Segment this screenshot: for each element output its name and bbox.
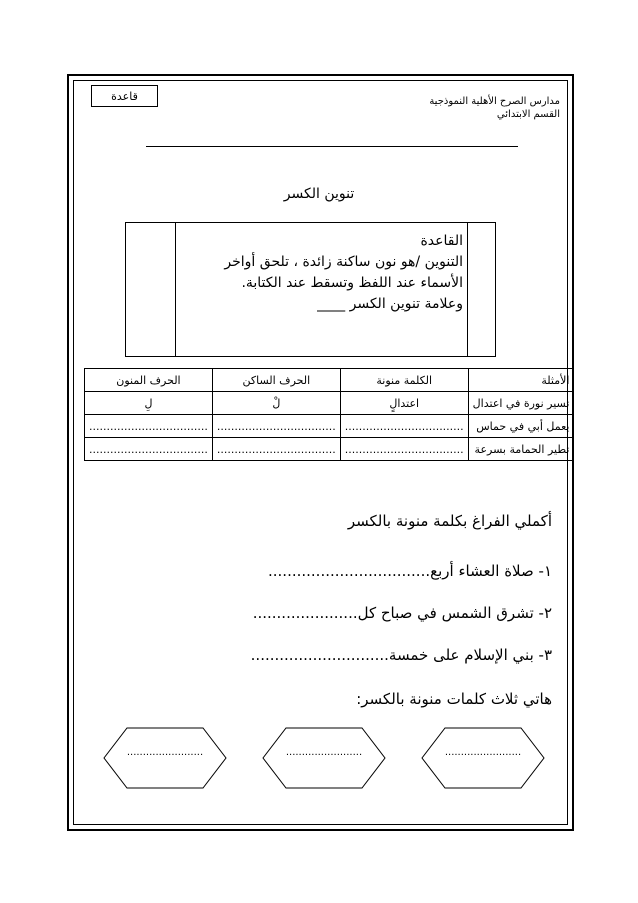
hexagon-shape xyxy=(421,727,545,789)
hexagon-shape xyxy=(262,727,386,789)
table-cell-blank[interactable]: .................................. xyxy=(212,438,340,461)
table-header-cell: الأمثلة xyxy=(468,369,574,392)
table-header-row xyxy=(85,369,574,392)
hexagon-blank: ........................ xyxy=(444,747,522,758)
table-row xyxy=(85,438,574,461)
examples-table xyxy=(84,368,574,461)
table-cell-blank[interactable]: .................................. xyxy=(340,438,468,461)
rule-box xyxy=(125,222,496,357)
question-3[interactable]: ٣- بني الإسلام على خمسة............................. xyxy=(250,646,552,664)
table-cell-blank[interactable]: .................................. xyxy=(212,415,340,438)
table-cell: اعتدالٍ xyxy=(340,392,468,415)
table-header-cell: الحرف الساكن xyxy=(212,369,340,392)
rule-line-3: وعلامة تنوين الكسر ____ xyxy=(317,296,463,312)
table-cell: لْ xyxy=(212,392,340,415)
answer-hexagon-3[interactable] xyxy=(421,727,545,789)
answer-hexagon-1[interactable] xyxy=(103,727,227,789)
rule-box-right-column xyxy=(467,223,468,356)
rule-line-2: الأسماء عند اللفظ وتسقط عند الكتابة. xyxy=(241,275,463,291)
hexagon-blank: ........................ xyxy=(285,747,363,758)
table-cell: تطير الحمامة بسرعة xyxy=(468,438,574,461)
rule-text xyxy=(173,231,463,315)
table-cell: تسير نورة في اعتدال xyxy=(468,392,574,415)
page-title: تنوين الكسر xyxy=(283,186,355,202)
exercise-title: أكملي الفراغ بكلمة منونة بالكسر xyxy=(347,512,552,530)
rule-heading: القاعدة xyxy=(420,233,463,249)
rule-line-1: التنوين /هو نون ساكنة زائدة ، تلحق أواخر xyxy=(224,254,463,270)
table-cell: لِ xyxy=(85,392,213,415)
question-2[interactable]: ٢- تشرق الشمس في صباح كل...................... xyxy=(252,604,552,622)
badge-label: قاعدة xyxy=(111,89,138,103)
table-row xyxy=(85,415,574,438)
table-cell-blank[interactable]: .................................. xyxy=(340,415,468,438)
header-divider xyxy=(146,146,518,147)
table-header-cell: الكلمة منونة xyxy=(340,369,468,392)
answer-hexagon-2[interactable] xyxy=(262,727,386,789)
table-cell: يعمل أبي في حماس xyxy=(468,415,574,438)
school-name: مدارس الصرح الأهلية النموذجية xyxy=(429,96,560,107)
question-1[interactable]: ١- صلاة العشاء أربع.................................. xyxy=(268,562,552,580)
task-2-title: هاتي ثلاث كلمات منونة بالكسر: xyxy=(356,690,552,708)
table-cell-blank[interactable]: .................................. xyxy=(85,438,213,461)
rule-badge xyxy=(91,85,158,107)
department-name: القسم الابتدائي xyxy=(496,109,560,120)
hexagon-blank: ........................ xyxy=(126,747,204,758)
table-row xyxy=(85,392,574,415)
school-header xyxy=(429,95,560,121)
table-cell-blank[interactable]: .................................. xyxy=(85,415,213,438)
table-header-cell: الحرف المنون xyxy=(85,369,213,392)
hexagon-shape xyxy=(103,727,227,789)
